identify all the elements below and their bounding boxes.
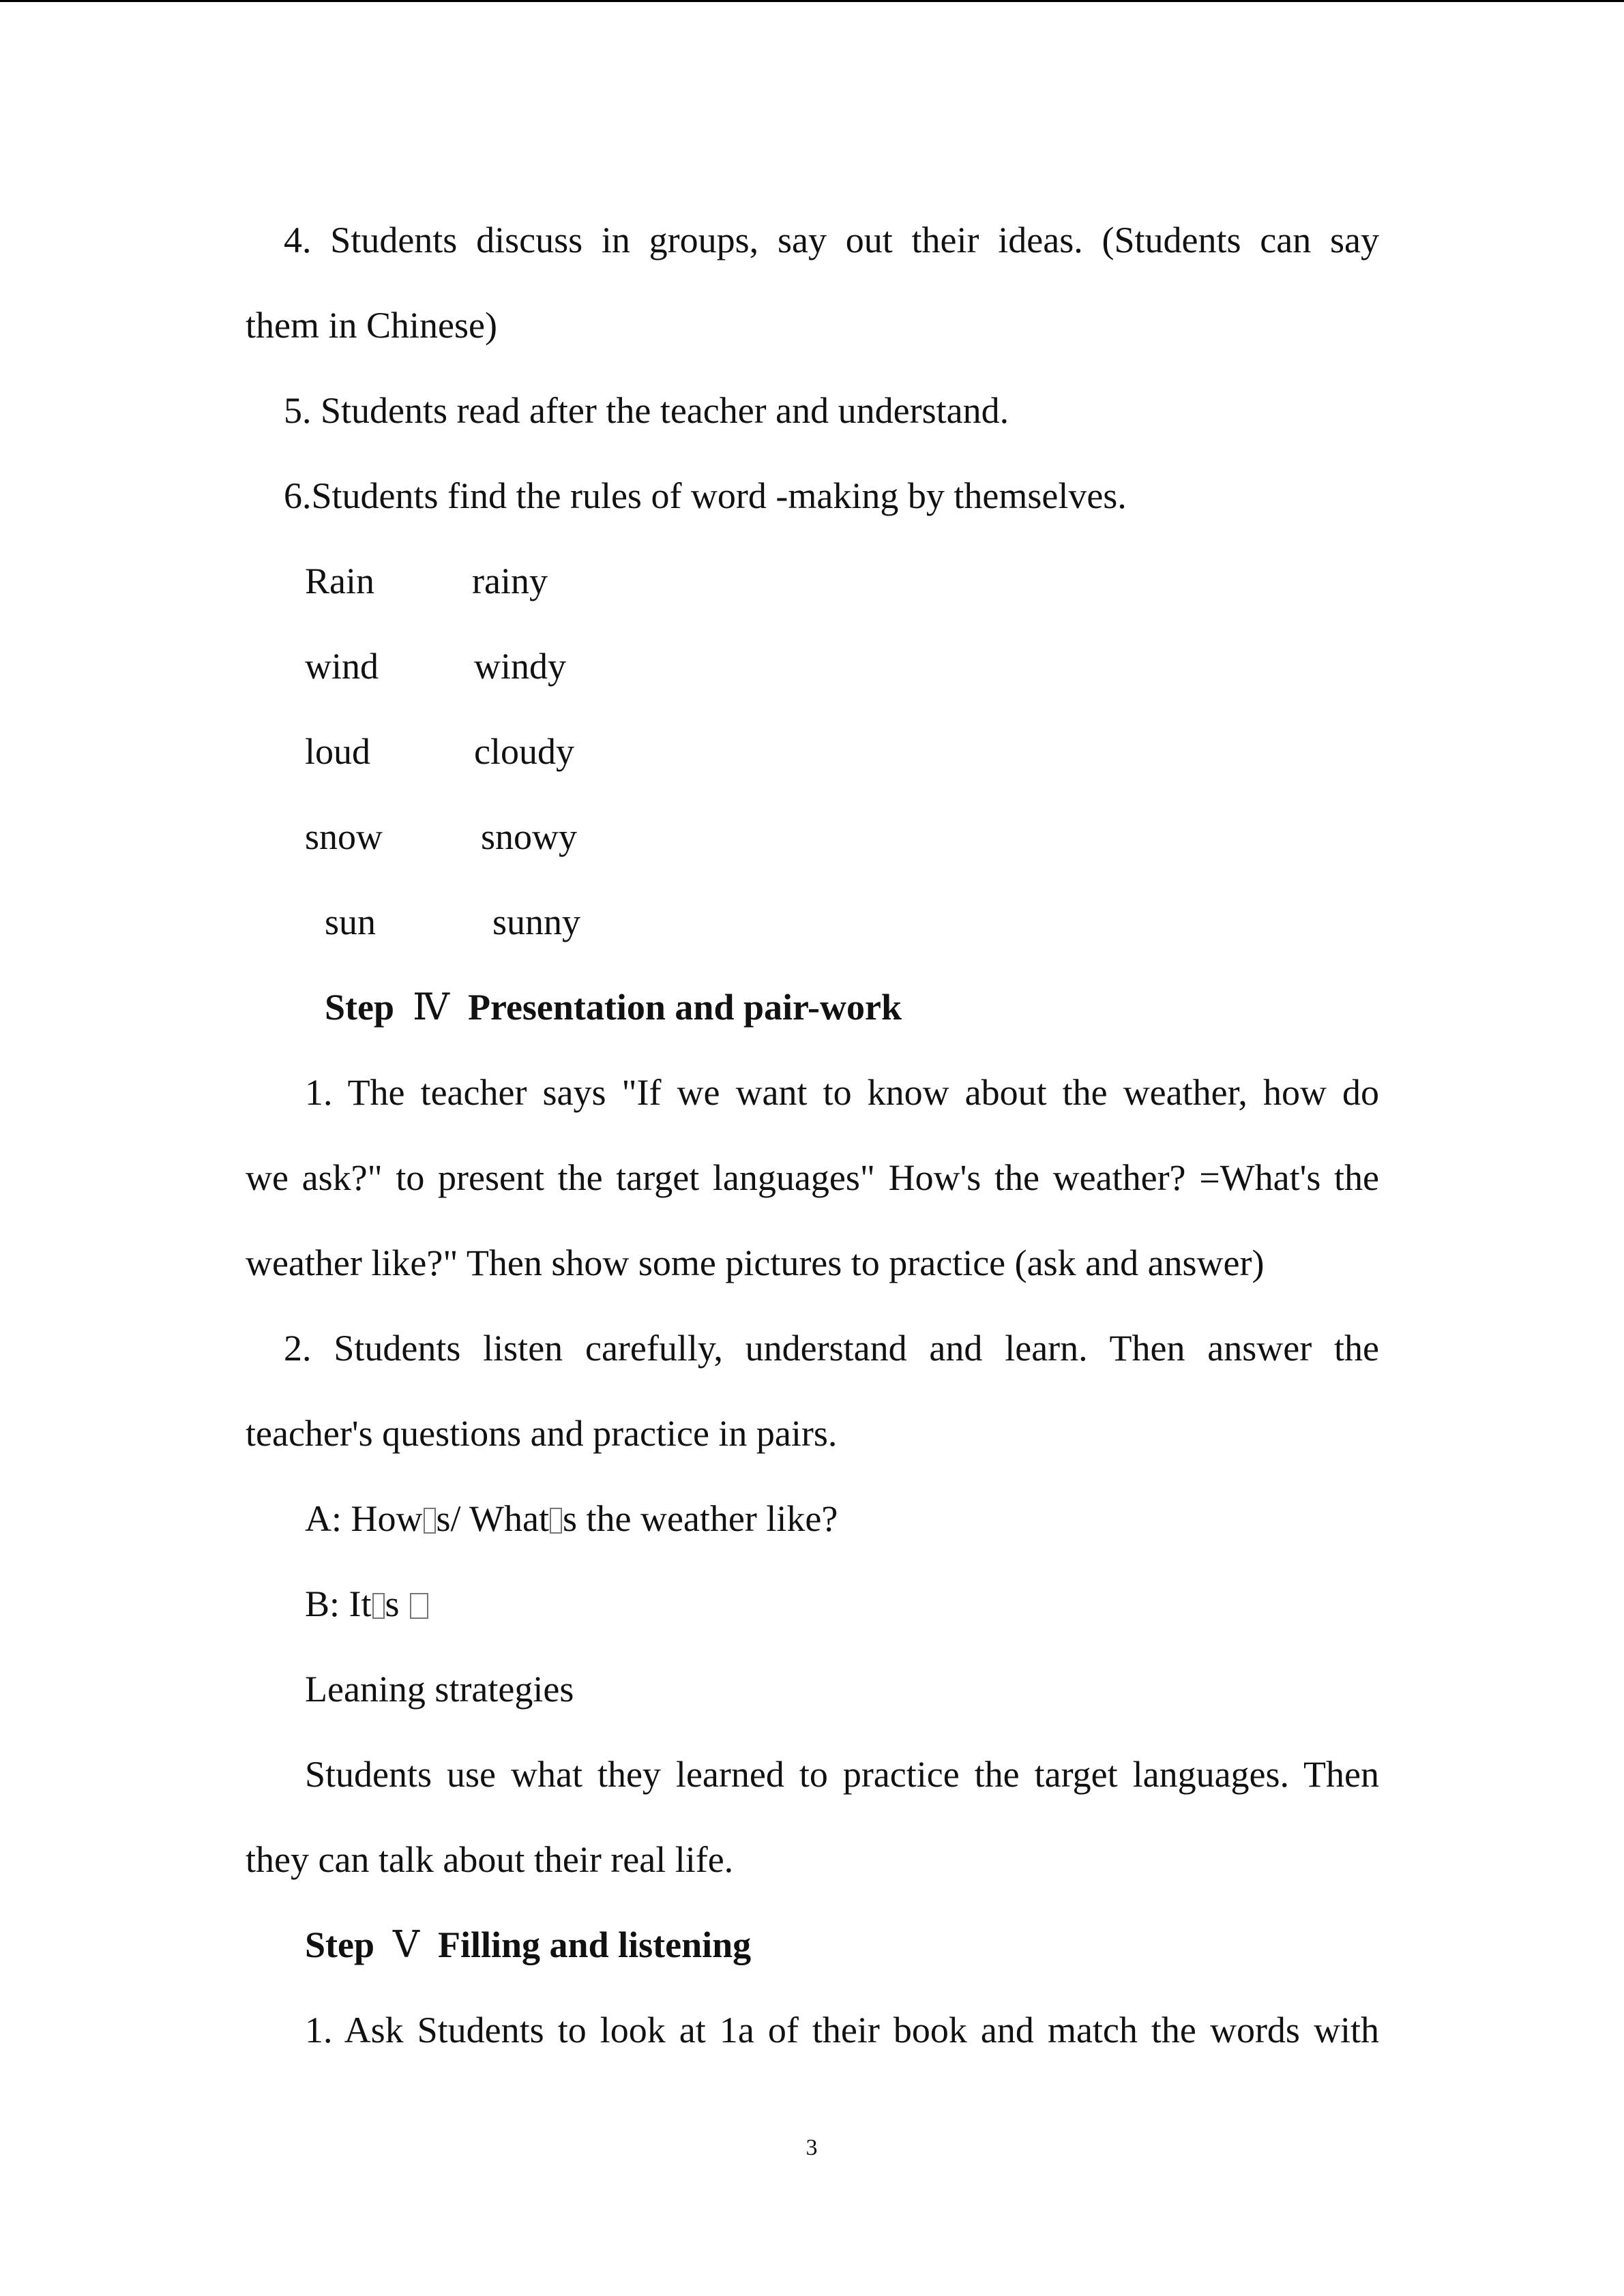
step-4-label: Step (325, 987, 395, 1028)
dialogue-a-text: s the weather like? (562, 1498, 838, 1539)
step-4-heading (325, 983, 902, 1031)
dialogue-b-text: B: It (305, 1583, 372, 1624)
word-base: wind (305, 646, 379, 687)
word-derived: cloudy (474, 731, 574, 772)
paragraph-5: 5. Students read after the teacher and understand. (284, 390, 1009, 431)
word-base: snow (305, 816, 383, 857)
step-4-paragraph-1-line-3: weather like?" Then show some pictures to practice (ask and answer) (246, 1242, 1265, 1283)
paragraph-4-line-2: them in Chinese) (246, 305, 497, 346)
step-5-title: Filling and listening (438, 1924, 752, 1965)
step-5-heading (305, 1921, 751, 1969)
step-4-paragraph-1-line-1: 1. The teacher says "If we want to know about the weather, how do (305, 1072, 1379, 1113)
word-derived: sunny (492, 901, 581, 942)
step-5-label: Step (305, 1924, 375, 1965)
word-base: loud (305, 731, 371, 772)
word-derived: rainy (472, 561, 548, 601)
missing-glyph-box (410, 1593, 428, 1619)
strategies-heading: Leaning strategies (305, 1669, 574, 1710)
step-4-title: Presentation and pair-work (467, 987, 902, 1028)
strategies-line-1: Students use what they learned to practice the target languages. Then (305, 1754, 1379, 1795)
paragraph-6: 6.Students find the rules of word -making by themselves. (284, 475, 1127, 516)
word-base: Rain (305, 561, 374, 601)
dialogue-a-text: A: How (305, 1498, 423, 1539)
missing-glyph-box (372, 1593, 385, 1619)
step-4-numeral: Ⅳ (413, 987, 449, 1028)
dialogue-a-text: s/ What (436, 1498, 549, 1539)
top-border-line (0, 0, 1624, 2)
strategies-line-2: they can talk about their real life. (246, 1839, 734, 1880)
word-base: sun (325, 901, 377, 942)
step-4-paragraph-2-line-2: teacher's questions and practice in pairs. (246, 1413, 838, 1454)
word-derived: windy (474, 646, 566, 687)
word-derived: snowy (481, 816, 578, 857)
dialogue-line-a (305, 1495, 838, 1542)
step-4-paragraph-2-line-1: 2. Students listen carefully, understand and learn. Then answer the (284, 1328, 1379, 1369)
step-4-paragraph-1-line-2: we ask?" to present the target languages" How's the weather? =What's the (246, 1157, 1379, 1198)
step-5-paragraph-1: 1. Ask Students to look at 1a of their book and match the words with (305, 2010, 1379, 2051)
dialogue-b-text: s (385, 1583, 400, 1624)
paragraph-4-line-1: 4. Students discuss in groups, say out their ideas. (Students can say (284, 220, 1379, 260)
page-number: 3 (806, 2135, 818, 2160)
dialogue-line-b (305, 1580, 430, 1628)
missing-glyph-box (424, 1508, 436, 1534)
step-5-numeral: Ⅴ (393, 1924, 420, 1965)
missing-glyph-box (550, 1508, 562, 1534)
